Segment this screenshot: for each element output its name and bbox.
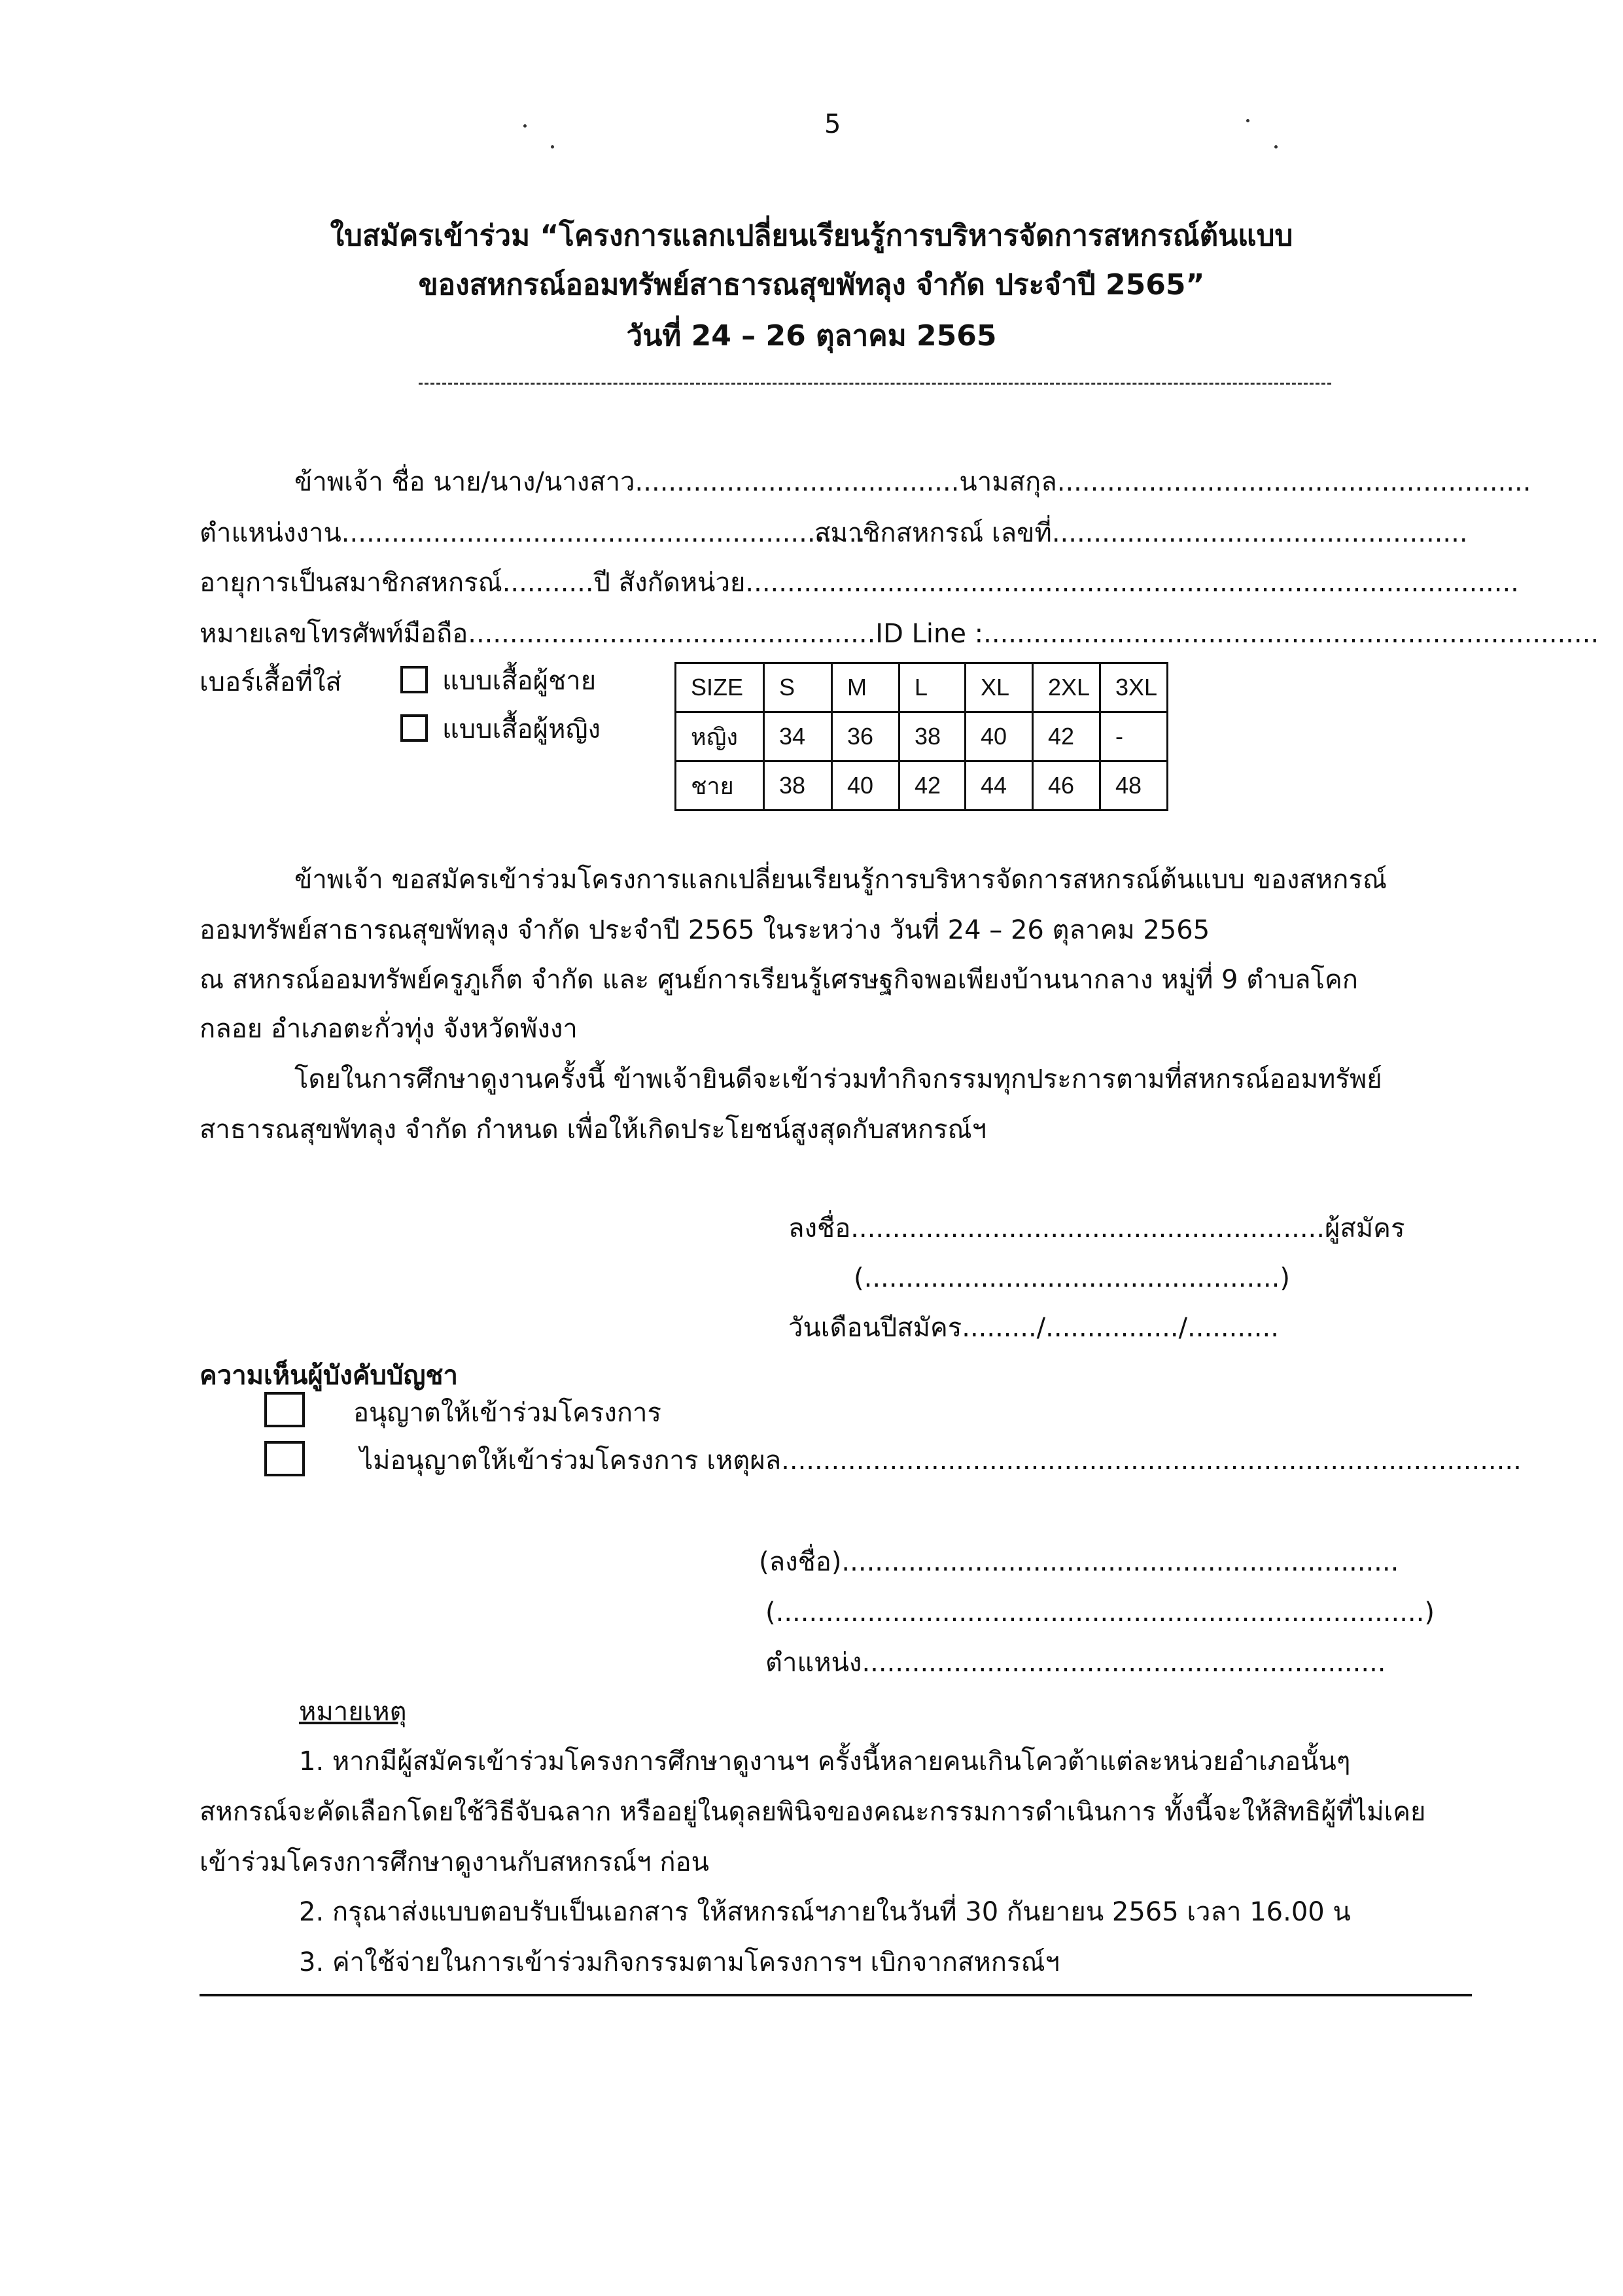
note-line: เข้าร่วมโครงการศึกษาดูงานกับสหกรณ์ฯ ก่อน: [200, 1847, 709, 1877]
body-line: ข้าพเจ้า ขอสมัครเข้าร่วมโครงการแลกเปลี่ยนเรียนรู้การบริหารจัดการสหกรณ์ต้นแบบ ของสหกรณ์: [294, 865, 1387, 895]
table-cell: 44: [966, 761, 1033, 810]
approve-checkbox[interactable]: [264, 1392, 305, 1427]
female-shirt-label: แบบเสื้อผู้หญิง: [442, 714, 601, 744]
table-cell: -: [1100, 712, 1168, 761]
body-line: สาธารณสุขพัทลุง จำกัด กำหนด เพื่อให้เกิดประโยชน์สูงสุดกับสหกรณ์ฯ: [200, 1115, 987, 1145]
scan-speck: [1246, 119, 1249, 122]
table-cell: S: [764, 663, 832, 712]
male-shirt-checkbox[interactable]: [400, 666, 428, 693]
table-cell: 48: [1100, 761, 1168, 810]
applicant-name-field[interactable]: (..................................................): [854, 1263, 1290, 1293]
reject-checkbox[interactable]: [264, 1441, 305, 1476]
supervisor-signature-field[interactable]: (ลงชื่อ)...................................................................: [759, 1547, 1399, 1577]
bottom-divider: [200, 1994, 1472, 1996]
table-cell: L: [899, 663, 966, 712]
table-cell: 34: [764, 712, 832, 761]
page-number: 5: [824, 109, 841, 139]
table-cell: 38: [764, 761, 832, 810]
note-line: 2. กรุณาส่งแบบตอบรับเป็นเอกสาร ให้สหกรณ์ฯภายในวันที่ 30 กันยายน 2565 เวลา 16.00 น: [299, 1897, 1351, 1927]
table-cell: 40: [832, 761, 899, 810]
table-cell: XL: [966, 663, 1033, 712]
table-cell: M: [832, 663, 899, 712]
table-row: [676, 712, 1168, 761]
female-shirt-checkbox[interactable]: [400, 714, 428, 742]
name-field[interactable]: ข้าพเจ้า ชื่อ นาย/นาง/นางสาว.......................................นามสกุล.........................................................: [294, 467, 1531, 497]
body-line: โดยในการศึกษาดูงานครั้งนี้ ข้าพเจ้ายินดีจะเข้าร่วมทำกิจกรรมทุกประการตามที่สหกรณ์ออมทรัพย์: [294, 1064, 1382, 1094]
table-cell: 38: [899, 712, 966, 761]
table-cell: หญิง: [676, 712, 764, 761]
supervisor-name-field[interactable]: (..............................................................................): [765, 1597, 1435, 1627]
phone-field[interactable]: หมายเลขโทรศัพท์มือถือ.................................................ID Line :..........................................................................: [200, 619, 1599, 649]
table-cell: 42: [899, 761, 966, 810]
scan-speck: [1274, 145, 1278, 148]
scan-speck: [523, 124, 527, 128]
form-title-line-3: วันที่ 24 – 26 ตุลาคม 2565: [626, 319, 997, 353]
table-cell: ชาย: [676, 761, 764, 810]
note-line: 1. หากมีผู้สมัครเข้าร่วมโครงการศึกษาดูงานฯ ครั้งนี้หลายคนเกินโควต้าแต่ละหน่วยอำเภอนั้นๆ: [299, 1747, 1351, 1777]
note-line: สหกรณ์จะคัดเลือกโดยใช้วิธีจับฉลาก หรืออยู่ในดุลยพินิจของคณะกรรมการดำเนินการ ทั้งนี้จะให้สิทธิผู้ที่ไม่เคย: [200, 1797, 1426, 1827]
member-number-field[interactable]: สมาชิกสหกรณ์ เลขที่..................................................: [814, 518, 1468, 548]
supervisor-opinion-heading: ความเห็นผู้บังคับบัญชา: [200, 1361, 459, 1391]
title-divider: [419, 383, 1331, 385]
approve-label: อนุญาตให้เข้าร่วมโครงการ: [353, 1398, 661, 1428]
table-cell: SIZE: [676, 663, 764, 712]
body-line: ณ สหกรณ์ออมทรัพย์ครูภูเก็ต จำกัด และ ศูนย์การเรียนรู้เศรษฐกิจพอเพียงบ้านนากลาง หมู่ที่ 9 ตำบลโคก: [200, 965, 1358, 995]
table-row: [676, 761, 1168, 810]
size-table-header: [676, 663, 1168, 712]
scan-speck: [551, 145, 554, 148]
applicant-signature-field[interactable]: ลงชื่อ.........................................................ผู้สมัคร: [788, 1213, 1405, 1244]
shirt-size-label: เบอร์เสื้อที่ใส่: [200, 667, 341, 697]
position-field[interactable]: ตำแหน่งงาน...............................................................: [200, 518, 865, 548]
form-title-line-2: ของสหกรณ์ออมทรัพย์สาธารณสุขพัทลุง จำกัด ประจำปี 2565”: [418, 268, 1205, 302]
table-cell: 40: [966, 712, 1033, 761]
note-line: 3. ค่าใช้จ่ายในการเข้าร่วมกิจกรรมตามโครงการฯ เบิกจากสหกรณ์ฯ: [299, 1947, 1060, 1977]
supervisor-position-field[interactable]: ตำแหน่ง...............................................................: [765, 1648, 1386, 1678]
table-cell: 3XL: [1100, 663, 1168, 712]
body-line: ออมทรัพย์สาธารณสุขพัทลุง จำกัด ประจำปี 2565 ในระหว่าง วันที่ 24 – 26 ตุลาคม 2565: [200, 915, 1210, 945]
table-cell: 46: [1033, 761, 1100, 810]
notes-heading: หมายเหตุ: [299, 1697, 407, 1727]
application-date-field[interactable]: วันเดือนปีสมัคร........./................/...........: [788, 1313, 1279, 1343]
male-shirt-label: แบบเสื้อผู้ชาย: [442, 666, 597, 696]
membership-field[interactable]: อายุการเป็นสมาชิกสหกรณ์...........ปี สังกัดหน่วย.............................................................................................: [200, 568, 1519, 598]
reject-reason-field[interactable]: ไม่อนุญาตให้เข้าร่วมโครงการ เหตุผล.........................................................................................: [360, 1446, 1522, 1476]
form-title-line-1: ใบสมัครเข้าร่วม “โครงการแลกเปลี่ยนเรียนรู้การบริหารจัดการสหกรณ์ต้นแบบ: [330, 219, 1293, 252]
table-cell: 42: [1033, 712, 1100, 761]
table-cell: 36: [832, 712, 899, 761]
table-cell: 2XL: [1033, 663, 1100, 712]
body-line: กลอย อำเภอตะกั่วทุ่ง จังหวัดพังงา: [200, 1014, 578, 1044]
size-table: [674, 662, 1168, 811]
